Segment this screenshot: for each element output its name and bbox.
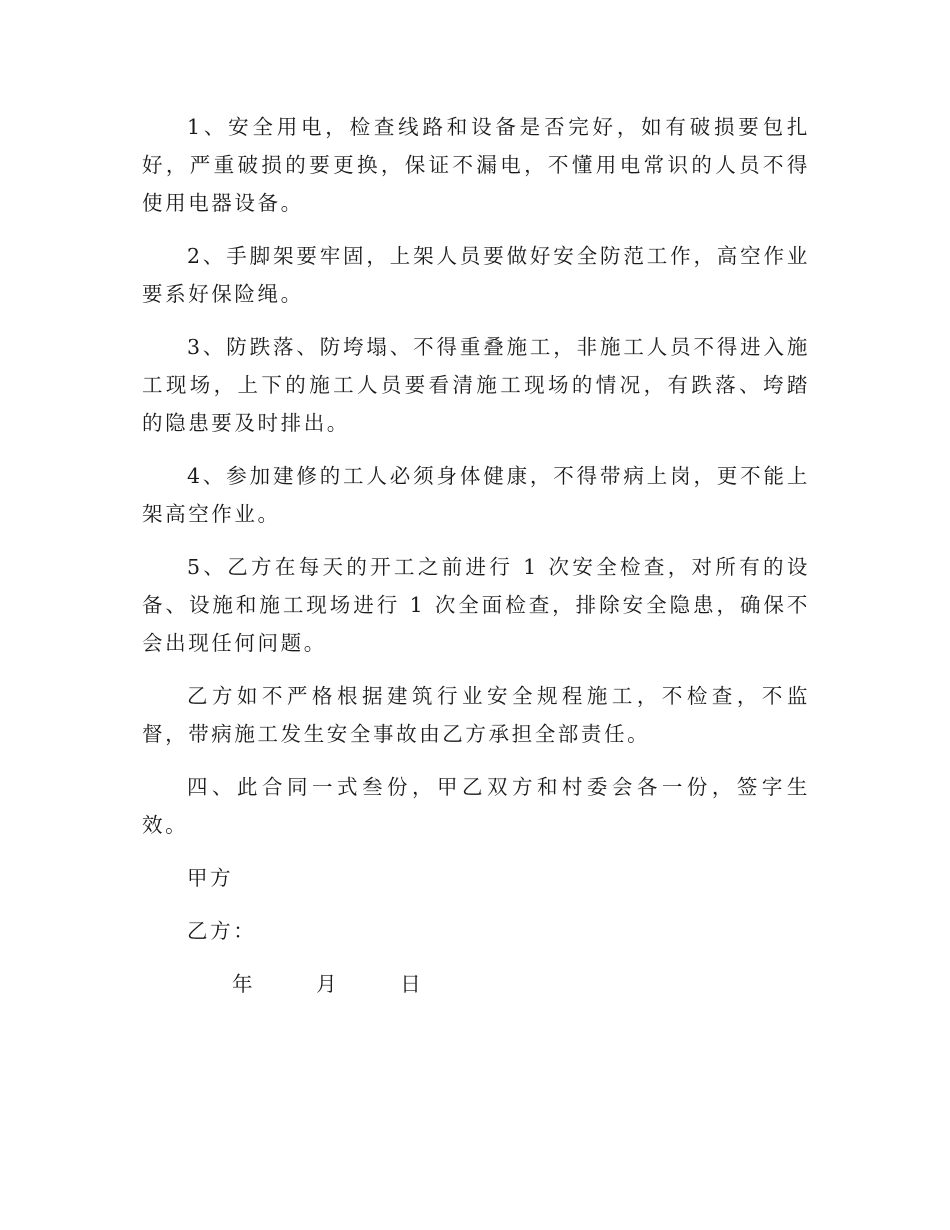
contract-copies-paragraph: 四、此合同一式叁份，甲乙双方和村委会各一份，签字生效。 bbox=[142, 775, 810, 837]
liability-paragraph: 乙方如不严格根据建筑行业安全规程施工，不检查，不监督，带病施工发生安全事故由乙方承担全部责任。 bbox=[142, 684, 810, 746]
party-a-signature-line: 甲方 bbox=[187, 866, 234, 890]
date-day: 日 bbox=[400, 972, 424, 996]
party-b-signature-line: 乙方： bbox=[187, 919, 257, 943]
clause-scaffolding: 2、手脚架要牢固，上架人员要做好安全防范工作，高空作业要系好保险绳。 bbox=[142, 244, 810, 306]
clause-fall-prevention: 3、防跌落、防垮塌、不得重叠施工，非施工人员不得进入施工现场，上下的施工人员要看清施工现场的情况，有跌落、垮踏的隐患要及时排出。 bbox=[142, 335, 810, 435]
date-year: 年 bbox=[232, 972, 256, 996]
clause-electricity: 1、安全用电，检查线路和设备是否完好，如有破损要包扎好，严重破损的要更换，保证不漏电，不懂用电常识的人员不得使用电器设备。 bbox=[142, 115, 810, 215]
date-line bbox=[142, 965, 810, 1003]
clause-worker-health: 4、参加建修的工人必须身体健康，不得带病上岗，更不能上架高空作业。 bbox=[142, 464, 810, 526]
clause-daily-inspection: 5、乙方在每天的开工之前进行 1 次安全检查，对所有的设备、设施和施工现场进行 1 次全面检查，排除安全隐患，确保不会出现任何问题。 bbox=[142, 555, 810, 655]
document-body bbox=[142, 108, 810, 1003]
date-month: 月 bbox=[316, 972, 340, 996]
